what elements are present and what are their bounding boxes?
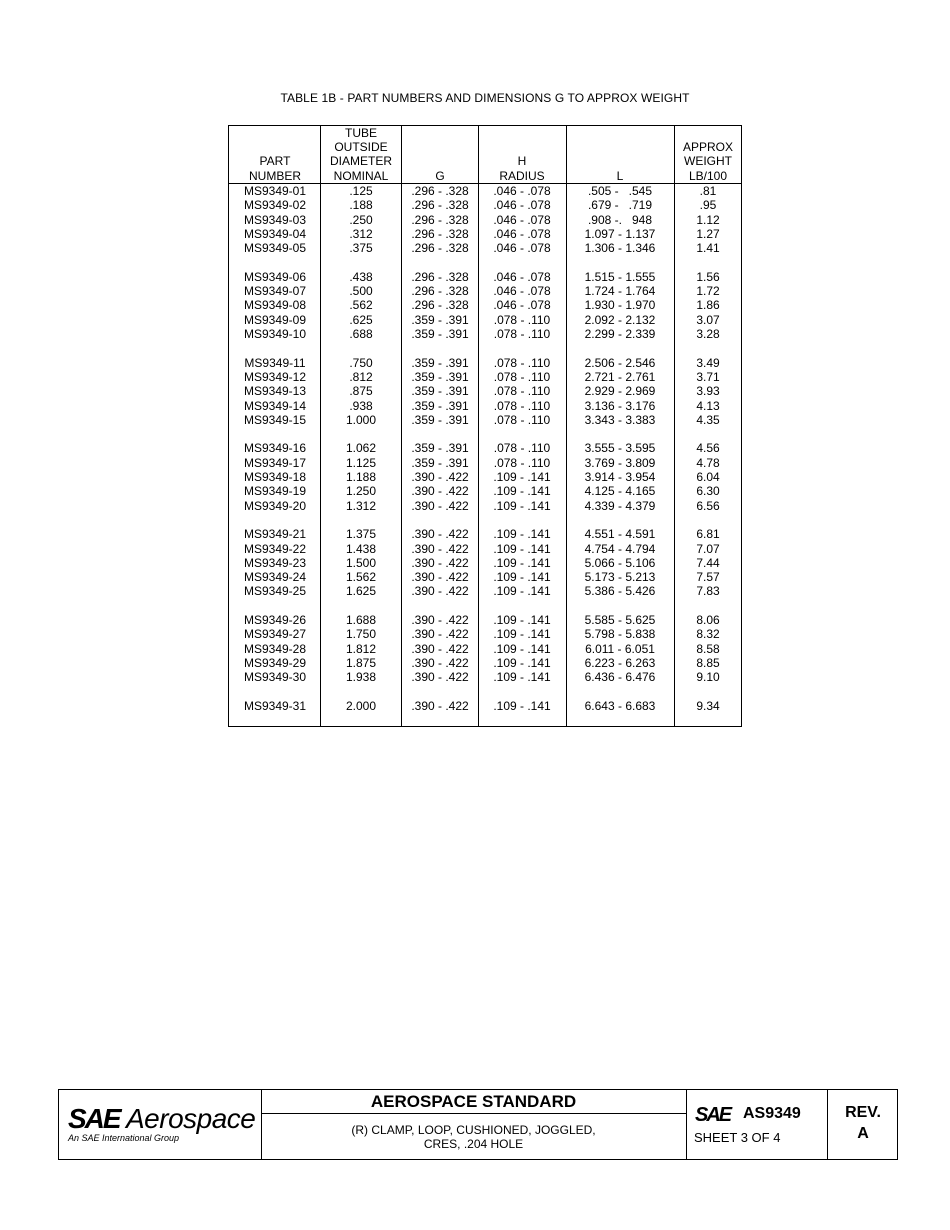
weight-cell: 1.56 — [696, 269, 720, 284]
tube-od-cell: 1.875 — [345, 655, 377, 670]
table-row — [229, 656, 741, 670]
tube-od-cell: .812 — [349, 369, 373, 384]
table-row — [229, 570, 741, 584]
g-cell: .296 - .328 — [411, 241, 469, 256]
tube-od-cell: 1.750 — [345, 627, 377, 642]
footer-divider — [686, 1090, 687, 1159]
title-block — [58, 1089, 898, 1160]
table-row — [229, 527, 741, 541]
weight-cell: 7.44 — [696, 555, 720, 570]
weight-cell: 8.32 — [696, 627, 720, 642]
part-number-cell: MS9349-19 — [243, 484, 307, 499]
tube-od-cell: 1.188 — [345, 470, 377, 484]
l-cell: 4.125 - 4.165 — [584, 484, 656, 499]
part-number-cell: MS9349-12 — [243, 369, 307, 384]
table-row — [229, 470, 741, 484]
h-radius-cell: .109 - .141 — [493, 584, 551, 599]
part-number-cell: MS9349-10 — [243, 327, 307, 341]
part-number-cell: MS9349-01 — [243, 184, 307, 198]
table-row — [229, 241, 741, 255]
h-radius-cell: .109 - .141 — [493, 670, 551, 685]
g-cell: .390 - .422 — [411, 527, 469, 542]
weight-cell: 3.49 — [696, 355, 720, 370]
g-cell: .390 - .422 — [411, 498, 469, 513]
logo-sae-text: SAE — [68, 1103, 120, 1134]
l-cell: 4.754 - 4.794 — [584, 541, 656, 556]
weight-cell: 1.41 — [696, 241, 720, 256]
g-cell: .296 - .328 — [411, 226, 469, 241]
g-cell: .390 - .422 — [411, 584, 469, 599]
table-row — [229, 441, 741, 455]
g-cell: .296 - .328 — [411, 284, 469, 299]
part-number-cell: MS9349-16 — [243, 441, 307, 456]
weight-cell: 1.12 — [696, 212, 720, 227]
part-number-cell: MS9349-21 — [243, 527, 307, 542]
part-number-cell: MS9349-31 — [243, 698, 307, 713]
h-radius-cell: .078 - .110 — [493, 441, 551, 456]
l-cell: 1.930 - 1.970 — [584, 298, 656, 313]
l-cell: 6.436 - 6.476 — [584, 670, 656, 685]
table-row — [229, 642, 741, 656]
l-cell: 5.173 - 5.213 — [584, 570, 656, 585]
weight-cell: 4.13 — [696, 398, 720, 413]
h-radius-cell: .046 - .078 — [493, 241, 551, 256]
weight-cell: .81 — [699, 184, 717, 198]
part-number-cell: MS9349-07 — [243, 284, 307, 299]
l-cell: 4.551 - 4.591 — [584, 527, 656, 542]
header-g — [402, 126, 478, 183]
l-cell: 2.299 - 2.339 — [584, 327, 656, 341]
g-cell: .296 - .328 — [411, 212, 469, 227]
g-cell: .390 - .422 — [411, 541, 469, 556]
tube-od-cell: 1.438 — [345, 541, 377, 556]
l-cell: 3.769 - 3.809 — [584, 455, 656, 470]
g-cell: .390 - .422 — [411, 470, 469, 484]
l-cell: 6.011 - 6.051 — [585, 641, 655, 656]
weight-cell: .95 — [699, 198, 717, 213]
tube-od-cell: 1.812 — [345, 641, 377, 656]
logo-subtitle: An SAE International Group — [68, 1133, 180, 1143]
table-row — [229, 542, 741, 556]
l-cell: .679 - .719 — [587, 198, 653, 213]
table-row — [229, 627, 741, 641]
l-cell: .908 -. 948 — [587, 212, 653, 227]
part-number-cell: MS9349-05 — [243, 241, 307, 256]
standard-title: AEROSPACE STANDARD — [370, 1092, 577, 1111]
weight-cell: 7.57 — [696, 570, 720, 585]
tube-od-cell: .688 — [349, 327, 373, 341]
h-radius-cell: .078 - .110 — [493, 369, 551, 384]
h-radius-cell: .109 - .141 — [493, 470, 551, 484]
header-text: DIAMETER — [329, 154, 392, 169]
h-radius-cell: .109 - .141 — [493, 655, 551, 670]
part-number-cell: MS9349-03 — [243, 212, 307, 227]
tube-od-cell: 1.562 — [345, 570, 377, 585]
part-number-cell: MS9349-28 — [243, 641, 307, 656]
part-number-cell: MS9349-26 — [243, 613, 307, 627]
weight-cell: 3.71 — [696, 369, 720, 384]
header-l — [567, 126, 674, 183]
table-row — [229, 327, 741, 341]
g-cell: .296 - .328 — [411, 184, 469, 198]
l-cell: 6.223 - 6.263 — [584, 655, 656, 670]
g-cell: .359 - .391 — [411, 327, 469, 341]
g-cell: .296 - .328 — [411, 298, 469, 313]
h-radius-cell: .078 - .110 — [493, 455, 551, 470]
h-radius-cell: .109 - .141 — [493, 613, 551, 627]
tube-od-cell: 1.062 — [345, 441, 377, 456]
l-cell: 2.721 - 2.761 — [584, 369, 656, 384]
l-cell: 2.092 - 2.132 — [584, 312, 656, 327]
weight-cell: 6.30 — [696, 484, 720, 499]
l-cell: 3.555 - 3.595 — [584, 441, 656, 456]
g-cell: .359 - .391 — [411, 384, 469, 399]
weight-cell: 1.86 — [696, 298, 720, 313]
header-text: TUBE — [344, 125, 377, 140]
h-radius-cell: .046 - .078 — [493, 226, 551, 241]
revision-value: A — [857, 1125, 869, 1142]
part-number-cell: MS9349-02 — [243, 198, 307, 213]
l-cell: 4.339 - 4.379 — [584, 498, 656, 513]
header-text: NOMINAL — [333, 168, 389, 183]
weight-cell: 7.83 — [696, 584, 720, 599]
table-row — [229, 270, 741, 284]
h-radius-cell: .078 - .110 — [493, 412, 551, 427]
h-radius-cell: .109 - .141 — [493, 555, 551, 570]
h-radius-cell: .109 - .141 — [493, 627, 551, 642]
g-cell: .390 - .422 — [411, 655, 469, 670]
h-radius-cell: .046 - .078 — [493, 269, 551, 284]
h-radius-cell: .046 - .078 — [493, 198, 551, 213]
header-text: APPROX — [682, 140, 733, 155]
weight-cell: 8.85 — [696, 655, 720, 670]
weight-cell: 6.04 — [696, 470, 720, 484]
weight-cell: 3.07 — [696, 312, 720, 327]
header-text: G — [435, 168, 445, 183]
table-row — [229, 384, 741, 398]
h-radius-cell: .109 - .141 — [493, 698, 551, 713]
part-number-cell: MS9349-11 — [244, 355, 306, 370]
g-cell: .359 - .391 — [411, 369, 469, 384]
g-cell: .359 - .391 — [411, 398, 469, 413]
tube-od-cell: .250 — [349, 212, 373, 227]
header-text: RADIUS — [499, 168, 545, 183]
tube-od-cell: 1.000 — [345, 412, 377, 427]
weight-cell: 9.10 — [696, 670, 720, 685]
h-radius-cell: .046 - .078 — [493, 212, 551, 227]
part-number-cell: MS9349-18 — [243, 470, 307, 484]
weight-cell: 6.56 — [696, 498, 720, 513]
h-radius-cell: .078 - .110 — [493, 355, 551, 370]
h-radius-cell: .046 - .078 — [493, 284, 551, 299]
part-number-cell: MS9349-27 — [243, 627, 307, 642]
h-radius-cell: .109 - .141 — [493, 527, 551, 542]
part-number-cell: MS9349-15 — [243, 412, 307, 427]
l-cell: 3.914 - 3.954 — [584, 470, 656, 484]
table-row — [229, 313, 741, 327]
table-row — [229, 213, 741, 227]
tube-od-cell: .875 — [349, 384, 373, 399]
table-row — [229, 356, 741, 370]
h-radius-cell: .078 - .110 — [493, 398, 551, 413]
part-number-cell: MS9349-04 — [243, 226, 307, 241]
weight-cell: 1.72 — [696, 284, 720, 299]
h-radius-cell: .078 - .110 — [493, 384, 551, 399]
table-row — [229, 198, 741, 212]
g-cell: .390 - .422 — [411, 613, 469, 627]
table-row — [229, 298, 741, 312]
description-line-2: CRES, .204 HOLE — [423, 1137, 524, 1151]
tube-od-cell: 1.500 — [345, 555, 377, 570]
h-radius-cell: .046 - .078 — [493, 298, 551, 313]
h-radius-cell: .109 - .141 — [493, 541, 551, 556]
g-cell: .390 - .422 — [411, 627, 469, 642]
part-number-cell: MS9349-24 — [243, 570, 307, 585]
g-cell: .359 - .391 — [411, 355, 469, 370]
table-row — [229, 370, 741, 384]
tube-od-cell: .438 — [349, 269, 373, 284]
g-cell: .359 - .391 — [411, 312, 469, 327]
table-row — [229, 556, 741, 570]
h-radius-cell: .109 - .141 — [493, 484, 551, 499]
document-number: AS9349 — [743, 1105, 801, 1122]
header-text: PART — [259, 154, 291, 169]
g-cell: .390 - .422 — [411, 570, 469, 585]
h-radius-cell: .046 - .078 — [493, 184, 551, 198]
tube-od-cell: .312 — [349, 226, 373, 241]
part-number-cell: MS9349-13 — [243, 384, 307, 399]
l-cell: 1.515 - 1.555 — [584, 269, 656, 284]
table-row — [229, 699, 741, 713]
weight-cell: 6.81 — [696, 527, 720, 542]
l-cell: 3.343 - 3.383 — [584, 412, 656, 427]
header-text: NUMBER — [248, 168, 301, 183]
table-row — [229, 413, 741, 427]
h-radius-cell: .109 - .141 — [493, 641, 551, 656]
weight-cell: 7.07 — [696, 541, 720, 556]
table-row — [229, 584, 741, 598]
standard-description — [261, 1123, 686, 1151]
part-number-cell: MS9349-29 — [243, 655, 307, 670]
tube-od-cell: .125 — [349, 184, 373, 198]
tube-od-cell: 1.250 — [345, 484, 377, 499]
header-text: OUTSIDE — [334, 140, 388, 155]
weight-cell: 4.78 — [696, 455, 720, 470]
l-cell: 5.798 - 5.838 — [584, 627, 656, 642]
tube-od-cell: 1.375 — [345, 527, 377, 542]
weight-cell: 8.06 — [696, 613, 720, 627]
h-radius-cell: .109 - .141 — [493, 498, 551, 513]
g-cell: .359 - .391 — [411, 441, 469, 456]
l-cell: 2.506 - 2.546 — [584, 355, 656, 370]
l-cell: 6.643 - 6.683 — [584, 698, 656, 713]
table-title: TABLE 1B - PART NUMBERS AND DIMENSIONS G TO APPROX WEIGHT — [280, 91, 690, 105]
table-row — [229, 456, 741, 470]
header-text: L — [616, 168, 624, 183]
header-text: WEIGHT — [684, 154, 732, 169]
part-number-cell: MS9349-22 — [243, 541, 307, 556]
header-tube-od — [321, 126, 401, 183]
tube-od-cell: .500 — [349, 284, 373, 299]
tube-od-cell: 1.125 — [345, 455, 377, 470]
tube-od-cell: 1.625 — [345, 584, 377, 599]
weight-cell: 8.58 — [696, 641, 720, 656]
table-row — [229, 613, 741, 627]
tube-od-cell: .750 — [349, 355, 373, 370]
h-radius-cell: .109 - .141 — [493, 570, 551, 585]
g-cell: .359 - .391 — [411, 455, 469, 470]
g-cell: .359 - .391 — [411, 412, 469, 427]
h-radius-cell: .078 - .110 — [493, 312, 551, 327]
l-cell: 1.306 - 1.346 — [584, 241, 656, 256]
description-line-1: (R) CLAMP, LOOP, CUSHIONED, JOGGLED, — [351, 1123, 596, 1137]
table-row — [229, 184, 741, 198]
g-cell: .390 - .422 — [411, 670, 469, 685]
weight-cell: 1.27 — [696, 226, 720, 241]
tube-od-cell: 1.312 — [345, 498, 377, 513]
tube-od-cell: .938 — [349, 398, 373, 413]
header-text: LB/100 — [688, 168, 728, 183]
tube-od-cell: 1.938 — [345, 670, 377, 685]
l-cell: 5.585 - 5.625 — [584, 613, 656, 627]
table-row — [229, 227, 741, 241]
weight-cell: 3.28 — [696, 327, 720, 341]
g-cell: .390 - .422 — [411, 555, 469, 570]
table-row — [229, 499, 741, 513]
part-number-cell: MS9349-08 — [243, 298, 307, 313]
g-cell: .390 - .422 — [411, 698, 469, 713]
weight-cell: 3.93 — [696, 384, 720, 399]
l-cell: 1.724 - 1.764 — [584, 284, 656, 299]
table-row — [229, 284, 741, 298]
tube-od-cell: .625 — [349, 312, 373, 327]
weight-cell: 4.56 — [696, 441, 720, 456]
part-number-cell: MS9349-30 — [243, 670, 307, 685]
weight-cell: 9.34 — [696, 698, 720, 713]
header-h-radius — [479, 126, 566, 183]
part-number-cell: MS9349-09 — [243, 312, 307, 327]
l-cell: 5.066 - 5.106 — [584, 555, 656, 570]
l-cell: 5.386 - 5.426 — [584, 584, 656, 599]
logo-aerospace-text: Aerospace — [126, 1103, 256, 1134]
table-row — [229, 484, 741, 498]
tube-od-cell: 1.688 — [345, 613, 377, 627]
table-row — [229, 670, 741, 684]
g-cell: .390 - .422 — [411, 484, 469, 499]
part-number-cell: MS9349-06 — [243, 269, 307, 284]
h-radius-cell: .078 - .110 — [493, 327, 551, 341]
part-number-cell: MS9349-25 — [243, 584, 307, 599]
tube-od-cell: 2.000 — [345, 698, 377, 713]
l-cell: 2.929 - 2.969 — [584, 384, 656, 399]
sae-small-logo: SAE — [695, 1104, 731, 1126]
header-approx-weight — [674, 126, 742, 183]
header-part-number — [230, 126, 320, 183]
header-text: H — [517, 154, 527, 169]
part-number-cell: MS9349-14 — [243, 398, 307, 413]
tube-od-cell: .375 — [349, 241, 373, 256]
g-cell: .390 - .422 — [411, 641, 469, 656]
sae-aerospace-logo — [68, 1104, 258, 1144]
g-cell: .296 - .328 — [411, 198, 469, 213]
l-cell: 1.097 - 1.137 — [584, 226, 656, 241]
part-number-cell: MS9349-20 — [243, 498, 307, 513]
table-row — [229, 399, 741, 413]
title-underline — [261, 1113, 686, 1114]
l-cell: 3.136 - 3.176 — [584, 398, 656, 413]
g-cell: .296 - .328 — [411, 269, 469, 284]
revision-label: REV. — [845, 1104, 881, 1121]
part-number-cell: MS9349-17 — [243, 455, 307, 470]
part-number-cell: MS9349-23 — [243, 555, 307, 570]
tube-od-cell: .188 — [349, 198, 373, 213]
tube-od-cell: .562 — [349, 298, 373, 313]
weight-cell: 4.35 — [696, 412, 720, 427]
l-cell: .505 - .545 — [587, 184, 653, 198]
sheet-number: SHEET 3 OF 4 — [694, 1130, 781, 1145]
part-dimensions-table — [228, 125, 742, 727]
